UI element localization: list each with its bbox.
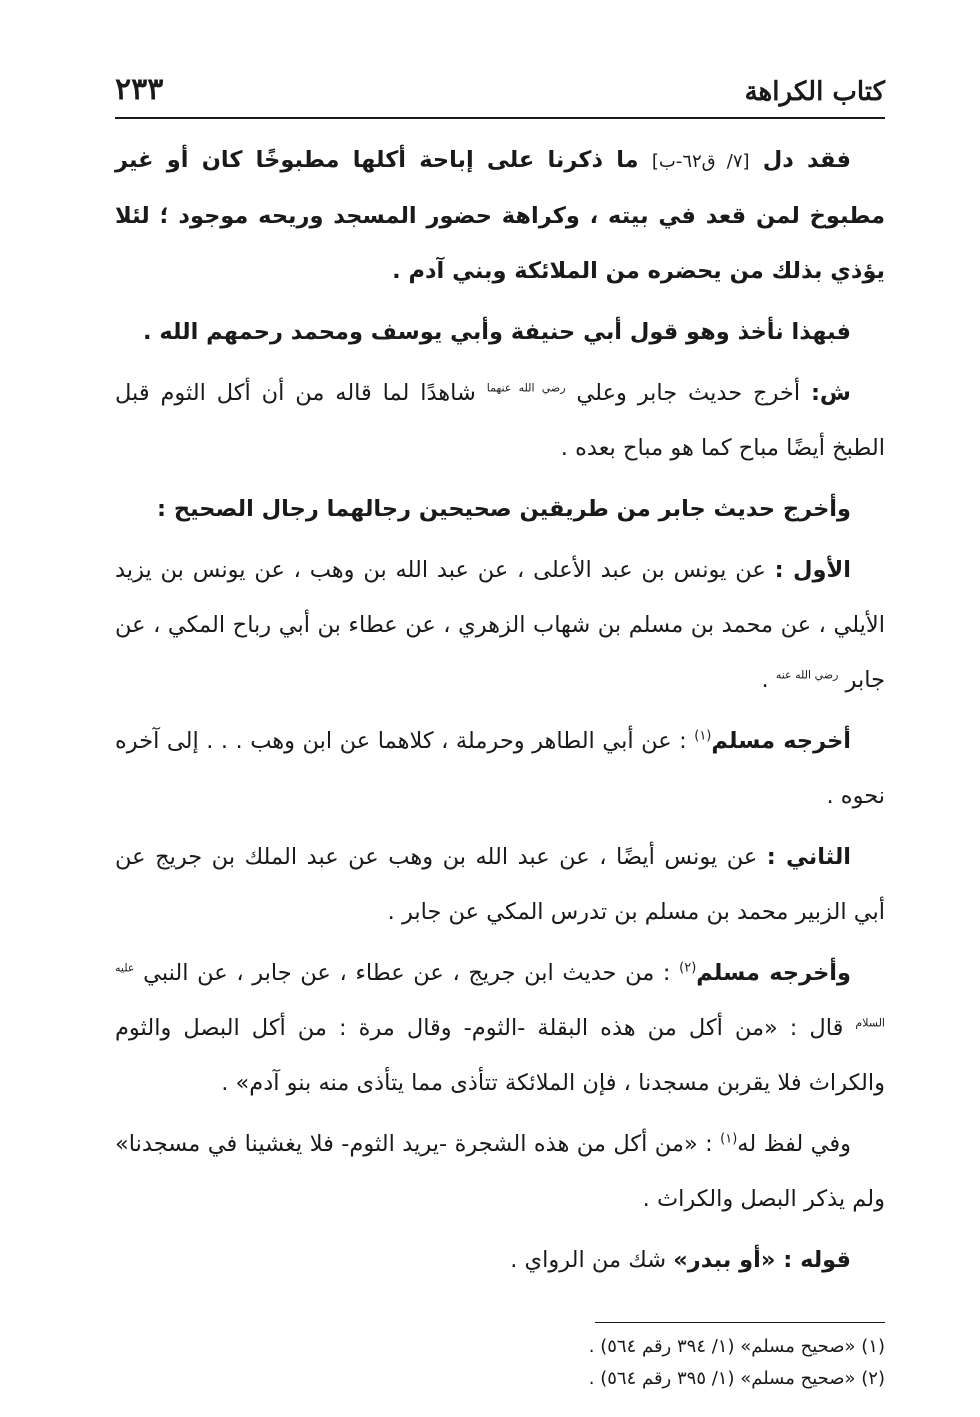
paragraph-2 xyxy=(115,305,885,360)
paragraph-6-text: : عن أبي الطاهر وحرملة ، كلاهما عن ابن وهب . . . إلى آخره نحوه . xyxy=(115,728,885,809)
paragraph-1-text: ما ذكرنا على إباحة أكلها مطبوخًا كان أو غير مطبوخ لمن قعد في بيته ، وكراهة حضور المسجد وريحه موجود ؛ لئلا يؤذي بذلك من يحضره من الملائكة وبني آدم . xyxy=(115,147,885,284)
footnote-2: (٢) «صحيح مسلم» (١/ ٣٩٥ رقم ٥٦٤) . xyxy=(588,1368,885,1389)
paragraph-1-lead: فقد دل xyxy=(762,147,851,173)
chapter-title: كتاب الكراهة xyxy=(744,77,885,107)
page-number: ٢٣٣ xyxy=(115,72,164,107)
paragraph-7-text: عن يونس أيضًا ، عن عبد الله بن وهب عن عبد الملك بن جريج عن أبي الزبير محمد بن مسلم بن تدرس المكي عن جابر . xyxy=(115,844,885,925)
paragraph-5 xyxy=(115,543,885,708)
footnote-1: (١) «صحيح مسلم» (١/ ٣٩٤ رقم ٥٦٤) . xyxy=(588,1336,885,1357)
paragraph-3 xyxy=(115,366,885,476)
honorific-glyph: رضي الله عنهما xyxy=(486,381,566,395)
paragraph-10-lead: قوله : «أو ببدر» xyxy=(673,1247,851,1273)
running-header xyxy=(115,55,885,107)
paragraph-4-text: وأخرج حديث جابر من طريقين صحيحين رجالهما رجال الصحيح : xyxy=(157,496,851,522)
paragraph-9-text-b: : «من أكل من هذه الشجرة -يريد الثوم- فلا يغشينا في مسجدنا» ولم يذكر البصل والكراث . xyxy=(115,1131,885,1212)
footnote-marker: (١) xyxy=(720,1131,738,1147)
honorific-glyph: عليه السلام xyxy=(115,961,885,1030)
header-rule xyxy=(115,117,885,119)
paragraph-5-lead: الأول : xyxy=(774,557,852,583)
paragraph-10-text: شك من الرواي . xyxy=(510,1247,667,1273)
manuscript-reference: [٧/ ق٦٢-ب] xyxy=(651,151,750,172)
paragraph-9 xyxy=(115,1117,885,1227)
paragraph-8-text-a: : من حديث ابن جريج ، عن عطاء ، عن جابر ، عن النبي xyxy=(143,960,671,986)
paragraph-8-text-b: قال : «من أكل من هذه البقلة -الثوم- وقال مرة : من أكل البصل والثوم والكراث فلا يقربن مسجدنا ، فإن الملائكة تتأذى مما يتأذى منه بنو آدم» . xyxy=(115,1015,885,1096)
paragraph-3-lead: ش: xyxy=(810,380,851,406)
book-page xyxy=(115,55,885,1395)
paragraph-8-lead: وأخرجه مسلم xyxy=(696,960,852,986)
paragraph-6-lead: أخرجه مسلم xyxy=(711,728,851,754)
paragraph-3-text-b: شاهدًا لما قاله من أن أكل الثوم قبل الطبخ أيضًا مباح كما هو مباح بعده . xyxy=(115,380,885,461)
paragraph-8 xyxy=(115,946,885,1111)
paragraph-2-text: فبهذا نأخذ وهو قول أبي حنيفة وأبي يوسف ومحمد رحمهم الله . xyxy=(142,319,851,345)
paragraph-4 xyxy=(115,482,885,537)
paragraph-9-text-a: وفي لفظ له xyxy=(737,1131,851,1157)
footnote-marker: (١) xyxy=(694,728,712,744)
paragraph-5-text-a: عن يونس بن عبد الأعلى ، عن عبد الله بن وهب ، عن يونس بن يزيد الأيلي ، عن محمد بن مسلم بن شهاب الزهري ، عن عطاء بن أبي رباح المكي ، عن جابر xyxy=(115,557,885,693)
paragraph-7-lead: الثاني : xyxy=(766,844,851,870)
footnote-rule xyxy=(595,1322,885,1323)
paragraph-6 xyxy=(115,714,885,824)
honorific-glyph: رضي الله عنه xyxy=(775,668,839,682)
paragraph-7 xyxy=(115,830,885,940)
paragraph-10 xyxy=(115,1233,885,1288)
paragraph-3-text-a: أخرج حديث جابر وعلي xyxy=(576,380,801,406)
footnote-marker: (٢) xyxy=(679,960,697,976)
paragraph-1 xyxy=(115,133,885,299)
paragraph-5-text-b: . xyxy=(761,667,769,693)
